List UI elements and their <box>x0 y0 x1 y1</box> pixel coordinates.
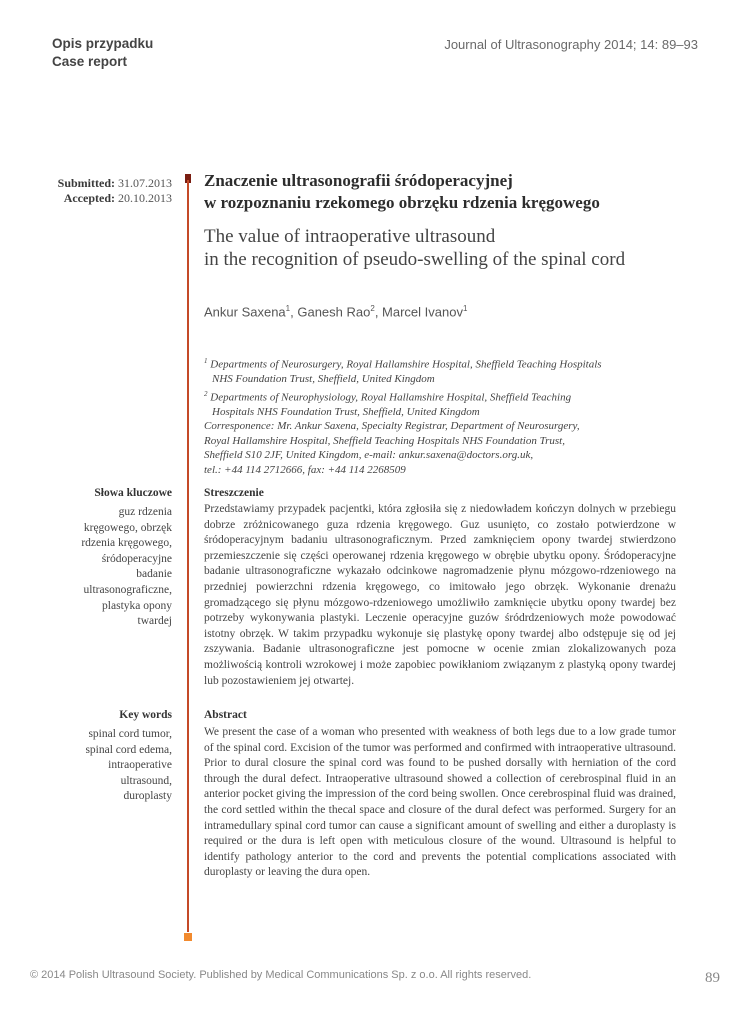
accepted-date: 20.10.2013 <box>118 191 172 205</box>
keyword-line: badanie <box>136 568 172 581</box>
copyright-notice: © 2014 Polish Ultrasound Society. Published by Medical Communications Sp. z o.o. All rights reserved. <box>30 969 532 981</box>
affil-number: 1 <box>204 357 208 365</box>
keyword-line: twardej <box>137 615 172 628</box>
keyword-line: ultrasound, <box>120 774 172 787</box>
keywords-pl-heading: Słowa kluczowe <box>94 487 172 499</box>
author-affil: 2 <box>370 304 375 313</box>
page-number: 89 <box>705 970 720 986</box>
keyword-line: ultrasonograficzne, <box>83 583 172 596</box>
correspondence-line: Corresponence: Mr. Ankur Saxena, Specialty Registrar, Department of Neurosurgery, <box>204 420 580 433</box>
affiliations <box>204 354 704 477</box>
affil-line: Hospitals NHS Foundation Trust, Sheffield, United Kingdom <box>212 405 480 418</box>
keyword-line: rdzenia kręgowego, <box>81 537 172 550</box>
title-english-line-1: The value of intraoperative ultrasound <box>204 226 496 247</box>
abstract-en-heading: Abstract <box>204 709 247 721</box>
author-name: Marcel Ivanov <box>382 304 463 320</box>
abstract-en-text: We present the case of a woman who presented with weakness of both legs due to a low grade tumor of the spinal cord. Excision of the tumor was performed and confirmed with intraoperative ultrasound. Prior to dural closure the spinal cord was found to be pushed dorsally with herniation of the cord through the dural defect. Intraoperative ultrasound showed a collection of cerebrospinal fluid in an anterior pocket giving the impression of the cord being swollen. Once cerebrospinal fluid was drained, the cord settled within the thecal space and closure of the dural defect was performed. Surgery for an intramedullary spinal cord tumor can cause a significant amount of swelling and either a duroplasty is required or the dura is left open with meticulous closure of the wound. Ultrasound is helpful to identify pathology anterior to the cord and prevents the potential complications associated with duroplasty or leaving the dura open. <box>204 726 676 879</box>
keyword-line: spinal cord tumor, <box>88 728 172 740</box>
authors <box>204 304 467 319</box>
article-type <box>52 35 153 71</box>
keyword-line: intraoperative <box>108 759 172 772</box>
abstract-pl-heading: Streszczenie <box>204 487 264 499</box>
rule-bottom-marker <box>184 933 192 941</box>
correspondence-line: Royal Hallamshire Hospital, Sheffield Teaching Hospitals NHS Foundation Trust, <box>204 434 565 447</box>
title-english-line-2: in the recognition of pseudo-swelling of the spinal cord <box>204 249 626 270</box>
author-separator: , <box>290 304 298 320</box>
keyword-line: duroplasty <box>123 790 172 803</box>
dates-block <box>32 176 172 206</box>
author-name: Ganesh Rao <box>297 304 371 320</box>
title-polish <box>204 170 704 214</box>
keyword-line: guz rdzenia <box>118 506 172 518</box>
keyword-line: plastyka opony <box>102 599 172 612</box>
journal-citation: Journal of Ultrasonography 2014; 14: 89–93 <box>444 37 698 52</box>
keyword-line: spinal cord edema, <box>85 743 172 756</box>
keyword-line: śródoperacyjne <box>101 552 172 565</box>
submitted-label: Submitted: <box>57 176 115 190</box>
keyword-line: kręgowego, obrzęk <box>83 521 172 534</box>
title-polish-line-2: w rozpoznaniu rzekomego obrzęku rdzenia kręgowego <box>204 193 600 212</box>
title-polish-line-1: Znaczenie ultrasonografii śródoperacyjnej <box>204 171 513 190</box>
affil-line: Departments of Neurophysiology, Royal Hallamshire Hospital, Sheffield Teaching <box>207 391 572 404</box>
correspondence-line: tel.: +44 114 2712666, fax: +44 114 2268509 <box>204 463 406 476</box>
author-affil: 1 <box>285 304 291 313</box>
article-type-en: Case report <box>52 54 128 69</box>
affil-line: NHS Foundation Trust, Sheffield, United Kingdom <box>212 373 435 386</box>
author-separator: , <box>374 304 383 320</box>
correspondence-line: Sheffield S10 2JF, United Kingdom, e-mail: ankur.saxena@doctors.org.uk, <box>204 449 534 462</box>
abstract-pl-text: Przedstawiamy przypadek pacjentki, która zgłosiła się z niedowładem kończyn dolnych w przebiegu dobrze zróżnicowanego guza rdzenia kręgowego. Guz usunięto, co zostało potwierdzone w śródoperacyjnym badaniu ultrasonograficznym. Przed zamknięciem opony twardej stwierdzono przemieszczenie się części operowanej rdzenia kręgowego w obrębie ubytku opony. Śródoperacyjne badanie ultrasonograficzne wykazało odcinkowe nagromadzenie płynu mózgowo-rdzeniowego na przedniej powierzchni rdzenia kręgowego, co imitowało jego obrzęk. Wykonanie drenażu gromadzącego się płynu mózgowo-rdzeniowego umożliwiło zamknięcie ubytku opony twardej bez potrzeby wykonywania plastyki. Leczenie operacyjne guzów śródrdzeniowych może powodować istotny obrzęk. W takim przypadku wykonuje się plastykę opony twardej albo odstępuje się od jej zszywania. Badanie ultrasonograficzne jest pomocne w ocenie zmian zlokalizowanych poza możliwością kontroli wzrokowej i może zapobiec powikłaniom związanym z plastyką opony twardej lub pozostawieniem jej otwartej. <box>204 503 676 687</box>
author-affil: 1 <box>462 304 468 313</box>
affil-line: Departments of Neurosurgery, Royal Hallamshire Hospital, Sheffield Teaching Hospitals <box>207 358 602 371</box>
keywords-pl <box>42 505 172 630</box>
keywords-en <box>42 727 172 805</box>
keywords-en-heading: Key words <box>119 709 172 721</box>
submitted-date: 31.07.2013 <box>118 176 172 190</box>
vertical-rule <box>187 180 189 932</box>
author-name: Ankur Saxena <box>204 304 286 320</box>
accepted-label: Accepted: <box>63 191 115 205</box>
affil-number: 2 <box>204 389 208 398</box>
article-type-pl: Opis przypadku <box>52 36 154 51</box>
title-english <box>204 225 704 271</box>
